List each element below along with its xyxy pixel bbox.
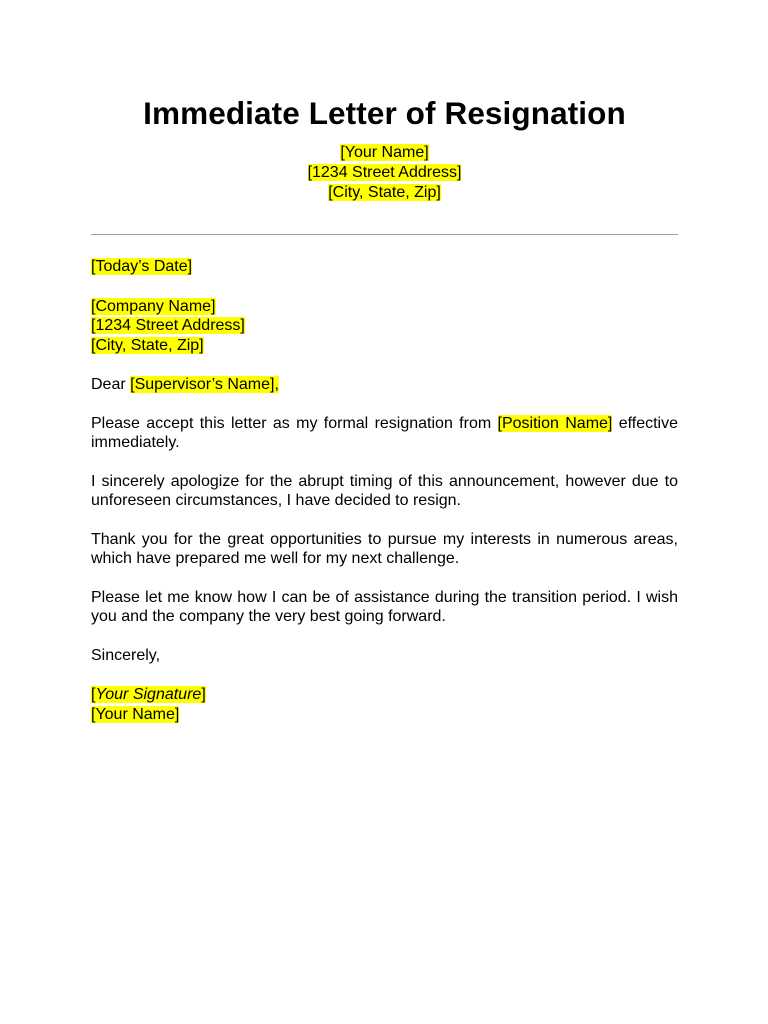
recipient-company: [Company Name]: [91, 297, 216, 315]
recipient-city: [City, State, Zip]: [91, 336, 204, 354]
todays-date: [Today’s Date]: [91, 258, 193, 275]
signature-close-bracket: ]: [201, 686, 206, 703]
paragraph-thanks: Thank you for the great opportunities to pursue my interests in numerous areas, which have prepared me well for my next challenge.: [91, 530, 678, 567]
recipient-street: [1234 Street Address]: [91, 317, 245, 334]
paragraph-resignation: [91, 414, 678, 453]
paragraph-text: effective immediately.: [91, 414, 679, 451]
signature-open-bracket: [: [91, 686, 96, 703]
signature-block: [91, 685, 678, 724]
page-title: Immediate Letter of Resignation: [143, 95, 626, 131]
date-line: [91, 257, 678, 277]
closing: Sincerely,: [91, 646, 161, 664]
signer-name: [Your Name]: [91, 705, 180, 723]
sender-city: [City, State, Zip]: [328, 184, 441, 201]
sender-name: [Your Name]: [340, 144, 429, 161]
supervisor-name: [Supervisor’s Name],: [130, 376, 279, 393]
paragraph-text: Please accept this letter as my formal resignation from: [91, 414, 498, 432]
header-divider: [91, 234, 678, 235]
salutation: [91, 375, 678, 395]
sender-address-block: [91, 143, 678, 203]
position-name: [Position Name]: [497, 414, 613, 432]
signature-text: Your Signature: [95, 686, 202, 703]
paragraph-transition: Please let me know how I can be of assistance during the transition period. I wish you and the company the very best going forward.: [91, 588, 678, 625]
paragraph-apology: I sincerely apologize for the abrupt timing of this announcement, however due to unforeseen circumstances, I have decided to resign.: [91, 472, 678, 509]
salutation-prefix: Dear: [91, 376, 131, 393]
recipient-address-block: [91, 297, 678, 356]
sender-street: [1234 Street Address]: [307, 164, 462, 181]
signature-line: [91, 686, 206, 703]
